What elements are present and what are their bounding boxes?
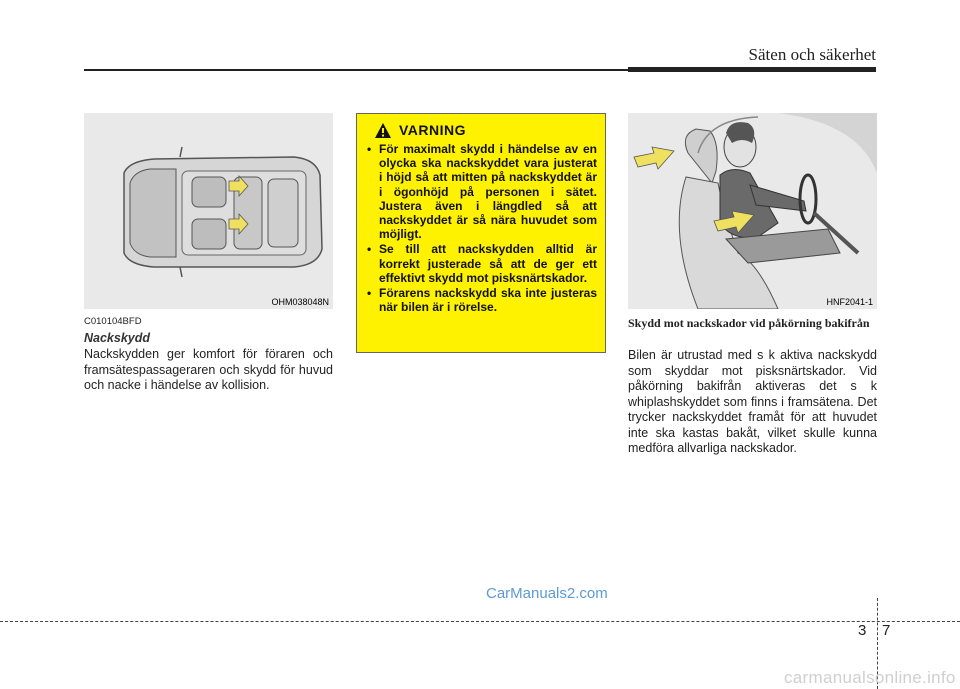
warning-item: • För maximalt skydd i händelse av en olycka ska nackskyddet vara justerat i höjd så att mitten på nackskyddet är i ögonhöjd på personen i sätet. Justera även i längdled så att nackskyddet är så nära huvudet som möjligt. bbox=[365, 142, 597, 241]
page-header-title: Säten och säkerhet bbox=[748, 45, 876, 64]
car-top-view-illustration bbox=[84, 113, 333, 309]
page-number: 7 bbox=[882, 622, 891, 639]
figure-label: OHM038048N bbox=[271, 297, 329, 307]
footer-rule bbox=[0, 621, 960, 622]
section-code: C010104BFD bbox=[84, 316, 142, 327]
warning-box bbox=[356, 113, 606, 353]
header-rule-thick bbox=[628, 67, 876, 72]
driver-seat-illustration bbox=[628, 113, 877, 309]
car-top-view-figure bbox=[84, 113, 333, 309]
left-body-text: Nackskydden ger komfort för föraren och framsätespassageraren och skydd för huvud och nacke i händelse av kollision. bbox=[84, 347, 333, 392]
warning-item: • Se till att nackskydden alltid är korrekt justerade så att de ger ett effektivt skydd mot pisksnärtskador. bbox=[365, 242, 597, 285]
chapter-number: 3 bbox=[858, 622, 867, 639]
warning-title: VARNING bbox=[399, 122, 467, 138]
warning-triangle-icon bbox=[375, 123, 391, 138]
right-body-text: Bilen är utrustad med s k aktiva nackskydd som skyddar mot pisksnärtskador. Vid påkörning bakifrån aktiveras det s k whiplashskyddet som finns i framsätena. Det trycker nackskyddet framåt för att huvudet inte ska kastas bakåt, vilket skulle kunna medföra allvarliga nackskador. bbox=[628, 348, 877, 455]
bottom-watermark: carmanualsonline.info bbox=[784, 668, 956, 687]
warning-item: • Förarens nackskydd ska inte justeras när bilen är i rörelse. bbox=[365, 286, 597, 314]
warning-header bbox=[375, 122, 597, 138]
header-rule bbox=[84, 69, 628, 71]
warning-list bbox=[365, 142, 597, 314]
watermark-link[interactable]: CarManuals2.com bbox=[486, 585, 608, 602]
right-heading: Skydd mot nackskador vid påkörning bakifrån bbox=[628, 316, 870, 330]
figure-label: HNF2041-1 bbox=[826, 297, 873, 307]
section-subheading: Nackskydd bbox=[84, 331, 151, 345]
driver-seat-figure bbox=[628, 113, 877, 309]
